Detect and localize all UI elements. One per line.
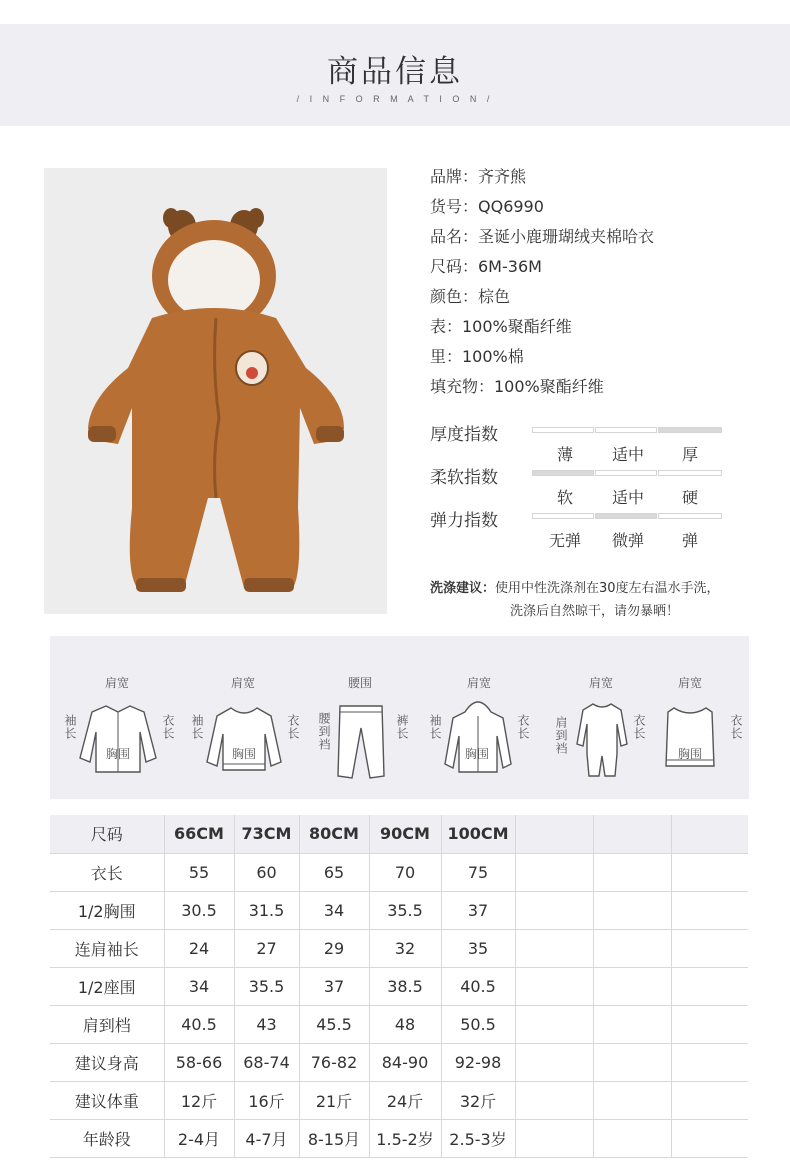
table-cell: 8-15月: [299, 1119, 369, 1157]
info-filling: 填充物：100%聚酯纤维: [430, 377, 604, 396]
table-cell: 连肩袖长: [50, 929, 164, 967]
table-cell: 12斤: [164, 1081, 234, 1119]
label-body-length: 衣长: [729, 714, 743, 740]
table-row: [50, 1005, 748, 1043]
index-option: 微弹: [611, 531, 644, 550]
table-cell: 40.5: [441, 967, 515, 1005]
table-cell: 37: [441, 891, 515, 929]
table-cell: [593, 1043, 671, 1081]
index-bar-selected: [532, 470, 594, 476]
label-shoulder-width: 肩宽: [231, 676, 256, 690]
wash-line-2: 洗涤后自然晾干，请勿暴晒！: [510, 604, 680, 619]
table-cell: 84-90: [369, 1043, 441, 1081]
table-cell: 38.5: [369, 967, 441, 1005]
index-bar-selected: [595, 513, 657, 519]
index-label: 弹力指数: [430, 511, 498, 531]
table-cell: 衣长: [50, 853, 164, 891]
table-cell: [671, 853, 748, 891]
table-cell: 2.5-3岁: [441, 1119, 515, 1157]
label-body-length: 衣长: [632, 714, 646, 740]
table-cell: [671, 1005, 748, 1043]
table-cell: [593, 967, 671, 1005]
table-cell: [515, 929, 593, 967]
table-header-cell: [593, 815, 671, 853]
index-bar: [595, 427, 657, 433]
size-table: [50, 815, 748, 1158]
index-bar-selected: [658, 427, 722, 433]
table-cell: 32斤: [441, 1081, 515, 1119]
label-shoulder-width: 肩宽: [678, 676, 703, 690]
index-label: 柔软指数: [430, 468, 498, 488]
table-cell: [593, 1119, 671, 1157]
table-cell: 16斤: [234, 1081, 299, 1119]
garment-sweater: [183, 636, 303, 799]
table-cell: [593, 891, 671, 929]
table-cell: 35.5: [369, 891, 441, 929]
label-chest: 胸围: [106, 747, 131, 761]
label-pants-length: 裤长: [395, 714, 409, 740]
table-cell: 24: [164, 929, 234, 967]
table-row: [50, 891, 748, 929]
index-option: 适中: [611, 445, 644, 464]
table-row: [50, 1043, 748, 1081]
table-header-row: [50, 815, 748, 853]
table-cell: 37: [299, 967, 369, 1005]
info-brand: 品牌：齐齐熊: [430, 167, 527, 186]
info-size: 尺码：6M-36M: [430, 257, 542, 276]
table-cell: 24斤: [369, 1081, 441, 1119]
label-sleeve-length: 袖长: [63, 714, 77, 740]
table-header-cell: [671, 815, 748, 853]
label-sleeve-length: 袖长: [428, 714, 442, 740]
table-cell: 27: [234, 929, 299, 967]
table-cell: 43: [234, 1005, 299, 1043]
table-cell: 2-4月: [164, 1119, 234, 1157]
wash-label: 洗涤建议：: [430, 581, 496, 596]
index-option: 无弹: [548, 531, 581, 550]
index-option: 软: [556, 488, 573, 507]
garment-hoodie: [425, 636, 545, 799]
table-cell: 76-82: [299, 1043, 369, 1081]
garment-shirt: [60, 636, 180, 799]
wash-advice: [430, 577, 780, 623]
product-photo: [44, 168, 387, 614]
softness-index: [430, 463, 730, 507]
section-title: 商品信息: [327, 54, 463, 90]
table-cell: [515, 967, 593, 1005]
label-body-length: 衣长: [286, 714, 300, 740]
table-cell: 建议体重: [50, 1081, 164, 1119]
table-cell: 50.5: [441, 1005, 515, 1043]
table-cell: [593, 853, 671, 891]
elasticity-index: [430, 506, 730, 550]
label-sleeve-length: 袖长: [190, 714, 204, 740]
shirt-icon: [78, 702, 158, 774]
table-cell: 55: [164, 853, 234, 891]
table-cell: [671, 1119, 748, 1157]
table-header-cell: 66CM: [164, 815, 234, 853]
index-option: 厚: [681, 445, 698, 464]
table-cell: 21斤: [299, 1081, 369, 1119]
garment-pants: [306, 636, 426, 799]
label-body-length: 衣长: [516, 714, 530, 740]
label-waist-to-crotch: 腰到裆: [317, 712, 331, 751]
pants-icon: [336, 702, 386, 782]
info-color: 颜色：棕色: [430, 287, 511, 306]
info-outer: 表：100%聚酯纤维: [430, 317, 572, 336]
table-row: [50, 967, 748, 1005]
label-chest: 胸围: [678, 747, 703, 761]
table-header-cell: 100CM: [441, 815, 515, 853]
table-cell: 31.5: [234, 891, 299, 929]
table-cell: [671, 929, 748, 967]
table-cell: 92-98: [441, 1043, 515, 1081]
index-option: 适中: [611, 488, 644, 507]
table-header-cell: 73CM: [234, 815, 299, 853]
index-label: 厚度指数: [430, 425, 498, 445]
table-cell: 34: [299, 891, 369, 929]
table-cell: 58-66: [164, 1043, 234, 1081]
info-item-no: 货号：QQ6990: [430, 197, 544, 216]
garment-vest: [648, 636, 768, 799]
table-cell: [671, 1043, 748, 1081]
table-cell: 34: [164, 967, 234, 1005]
table-cell: [671, 891, 748, 929]
info-lining: 里：100%棉: [430, 347, 524, 366]
table-cell: 32: [369, 929, 441, 967]
table-cell: 年龄段: [50, 1119, 164, 1157]
table-row: [50, 929, 748, 967]
label-shoulder-width: 肩宽: [105, 676, 130, 690]
thickness-index: [430, 420, 730, 464]
table-cell: 70: [369, 853, 441, 891]
table-row: [50, 853, 748, 891]
table-cell: 65: [299, 853, 369, 891]
table-cell: [515, 853, 593, 891]
label-shoulder-width: 肩宽: [589, 676, 614, 690]
table-cell: 48: [369, 1005, 441, 1043]
table-cell: 45.5: [299, 1005, 369, 1043]
index-option: 硬: [681, 488, 698, 507]
table-header-cell: 90CM: [369, 815, 441, 853]
table-cell: 29: [299, 929, 369, 967]
table-cell: 60: [234, 853, 299, 891]
romper-icon: [575, 700, 629, 780]
table-cell: 40.5: [164, 1005, 234, 1043]
table-cell: [515, 1081, 593, 1119]
wash-line-1: 使用中性洗涤剂在30度左右温水手洗，: [495, 581, 720, 596]
product-info: [430, 166, 770, 406]
label-chest: 胸围: [232, 747, 257, 761]
index-option: 薄: [556, 445, 573, 464]
label-body-length: 衣长: [161, 714, 175, 740]
table-header-cell: 尺码: [50, 815, 164, 853]
label-shoulder-to-crotch: 肩到裆: [554, 716, 568, 755]
table-cell: 35.5: [234, 967, 299, 1005]
table-cell: 1.5-2岁: [369, 1119, 441, 1157]
info-product-name: 品名：圣诞小鹿珊瑚绒夹棉哈衣: [430, 227, 655, 246]
index-bar: [595, 470, 657, 476]
label-shoulder-width: 肩宽: [467, 676, 492, 690]
table-cell: 68-74: [234, 1043, 299, 1081]
section-subtitle: / I N F O R M A T I O N /: [296, 94, 494, 104]
table-cell: [671, 967, 748, 1005]
table-cell: [593, 1005, 671, 1043]
table-cell: 35: [441, 929, 515, 967]
index-bar: [532, 513, 594, 519]
table-cell: 4-7月: [234, 1119, 299, 1157]
table-cell: [593, 1081, 671, 1119]
table-cell: [515, 1005, 593, 1043]
table-cell: 75: [441, 853, 515, 891]
measurement-diagram: [50, 636, 749, 799]
section-header: [0, 24, 790, 126]
table-cell: 建议身高: [50, 1043, 164, 1081]
table-cell: 1/2胸围: [50, 891, 164, 929]
table-cell: [515, 891, 593, 929]
table-cell: [593, 929, 671, 967]
table-row: [50, 1119, 748, 1157]
table-header-cell: [515, 815, 593, 853]
romper-illustration: [44, 168, 387, 614]
table-row: [50, 1081, 748, 1119]
label-waist: 腰围: [348, 676, 373, 690]
index-bar: [658, 513, 722, 519]
label-chest: 胸围: [465, 747, 490, 761]
table-cell: [671, 1081, 748, 1119]
table-cell: 30.5: [164, 891, 234, 929]
index-option: 弹: [681, 531, 698, 550]
index-bar: [532, 427, 594, 433]
index-bar: [658, 470, 722, 476]
table-cell: [515, 1119, 593, 1157]
table-cell: [515, 1043, 593, 1081]
table-cell: 肩到档: [50, 1005, 164, 1043]
hoodie-icon: [443, 698, 513, 776]
table-header-cell: 80CM: [299, 815, 369, 853]
table-cell: 1/2座围: [50, 967, 164, 1005]
